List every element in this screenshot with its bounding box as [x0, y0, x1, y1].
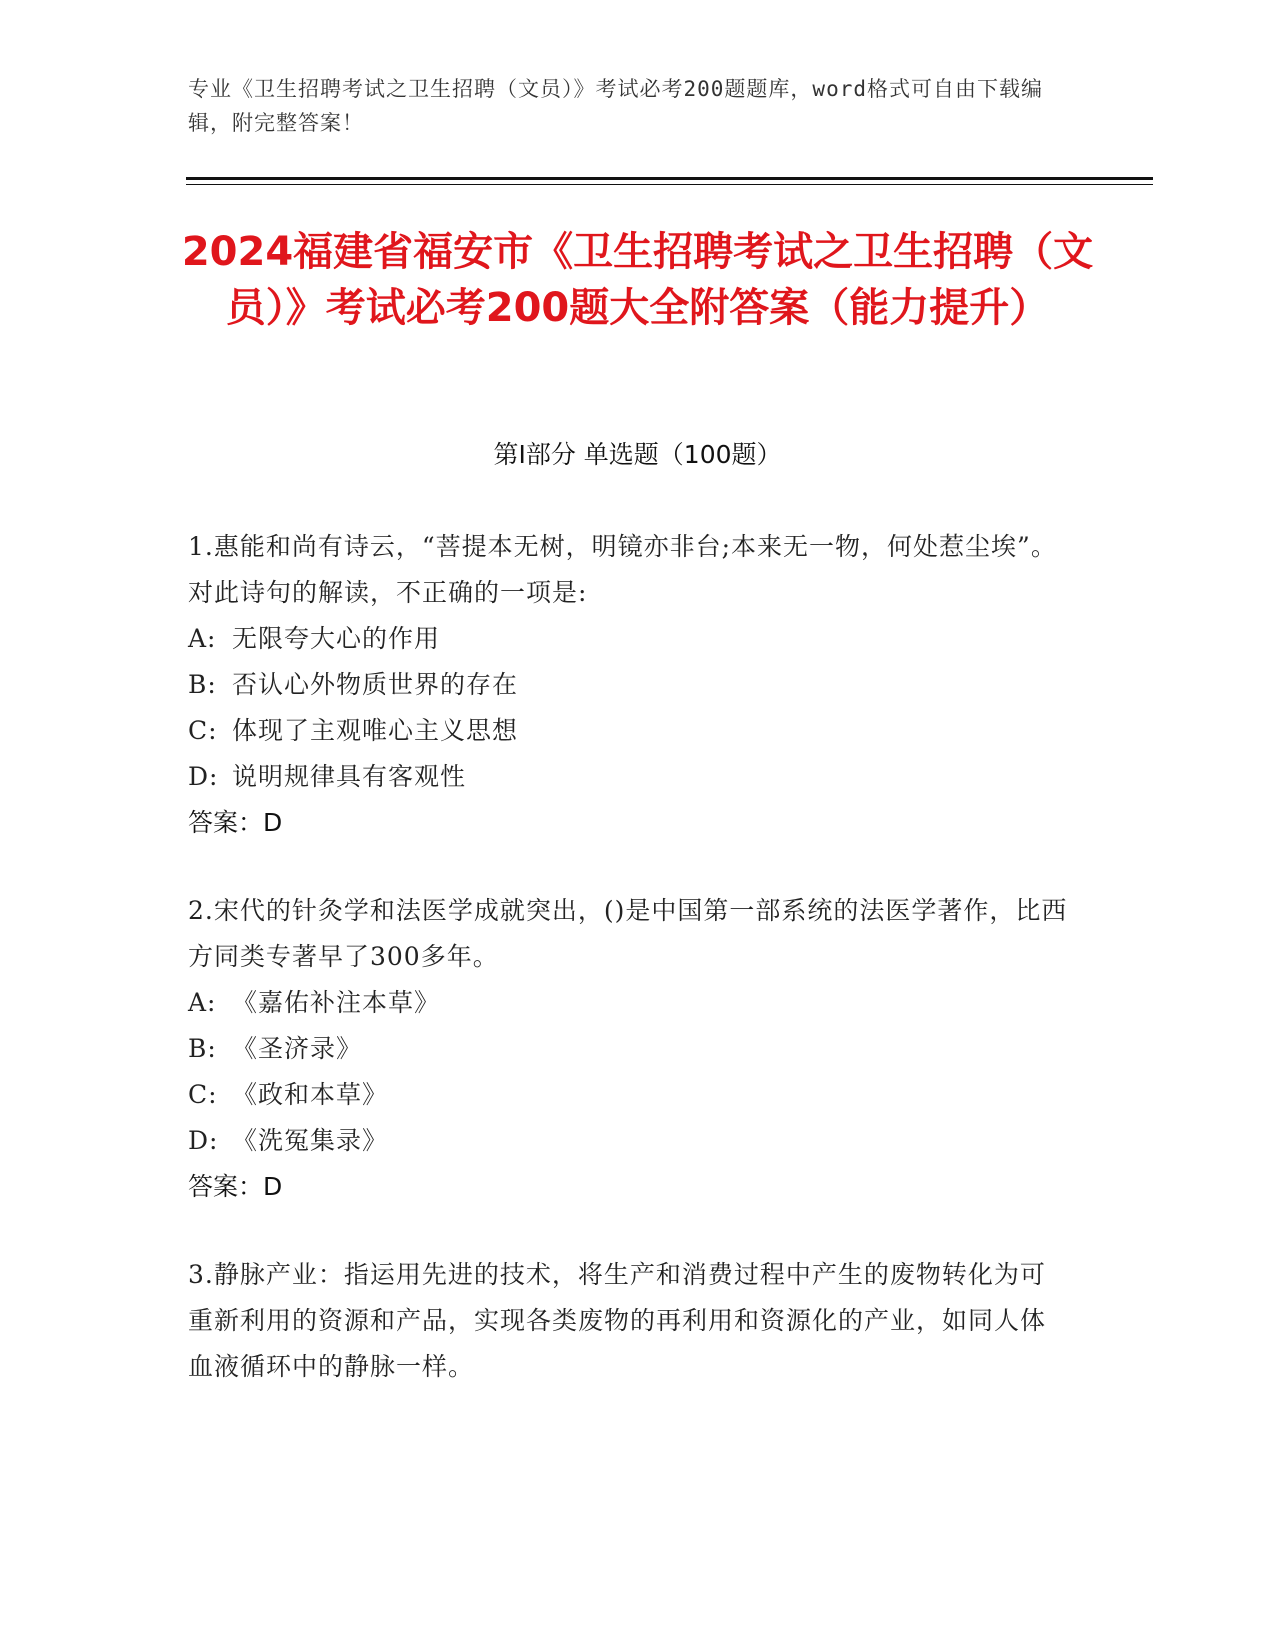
option-key: A:	[188, 624, 217, 653]
option-a	[188, 980, 1068, 1026]
question-stem: 2.宋代的针灸学和法医学成就突出，()是中国第一部系统的法医学著作，比西方同类专著早了300多年。	[188, 896, 1068, 971]
header-divider-thick	[186, 177, 1153, 180]
option-text: 无限夸大心的作用	[232, 624, 441, 653]
option-d	[188, 754, 1068, 800]
option-b	[188, 1026, 1068, 1072]
question-1	[188, 524, 1068, 846]
question-2	[188, 888, 1068, 1210]
question-stem: 1.惠能和尚有诗云，“菩提本无树，明镜亦非台;本来无一物，何处惹尘埃”。对此诗句的解读，不正确的一项是:	[188, 532, 1057, 607]
option-key: C:	[188, 1080, 218, 1109]
option-text: 《政和本草》	[232, 1080, 389, 1109]
option-key: B:	[188, 670, 217, 699]
option-text: 否认心外物质世界的存在	[232, 670, 519, 699]
header-divider-thin	[186, 184, 1153, 185]
answer-line: 答案：D	[188, 1172, 283, 1201]
option-key: A:	[188, 988, 217, 1017]
option-a	[188, 616, 1068, 662]
option-key: C:	[188, 716, 218, 745]
document-title: 2024福建省福安市《卫生招聘考试之卫生招聘（文员）》考试必考200题大全附答案（能力提升）	[181, 229, 1094, 331]
option-text: 体现了主观唯心主义思想	[232, 716, 519, 745]
option-text: 《嘉佑补注本草》	[232, 988, 441, 1017]
option-text: 《圣济录》	[232, 1034, 363, 1063]
question-3	[188, 1252, 1068, 1390]
option-key: D:	[188, 1126, 219, 1155]
header-note: 专业《卫生招聘考试之卫生招聘（文员）》考试必考200题题库，word格式可自由下载编辑，附完整答案！	[188, 77, 1043, 135]
option-c	[188, 708, 1068, 754]
option-key: B:	[188, 1034, 217, 1063]
option-key: D:	[188, 762, 219, 791]
option-text: 《洗冤集录》	[232, 1126, 389, 1155]
option-text: 说明规律具有客观性	[232, 762, 467, 791]
question-stem: 3.静脉产业：指运用先进的技术，将生产和消费过程中产生的废物转化为可重新利用的资源和产品，实现各类废物的再利用和资源化的产业，如同人体血液循环中的静脉一样。	[188, 1260, 1047, 1381]
option-b	[188, 662, 1068, 708]
option-c	[188, 1072, 1068, 1118]
answer-line: 答案：D	[188, 808, 283, 837]
section-heading: 第I部分 单选题（100题）	[493, 440, 782, 469]
option-d	[188, 1118, 1068, 1164]
